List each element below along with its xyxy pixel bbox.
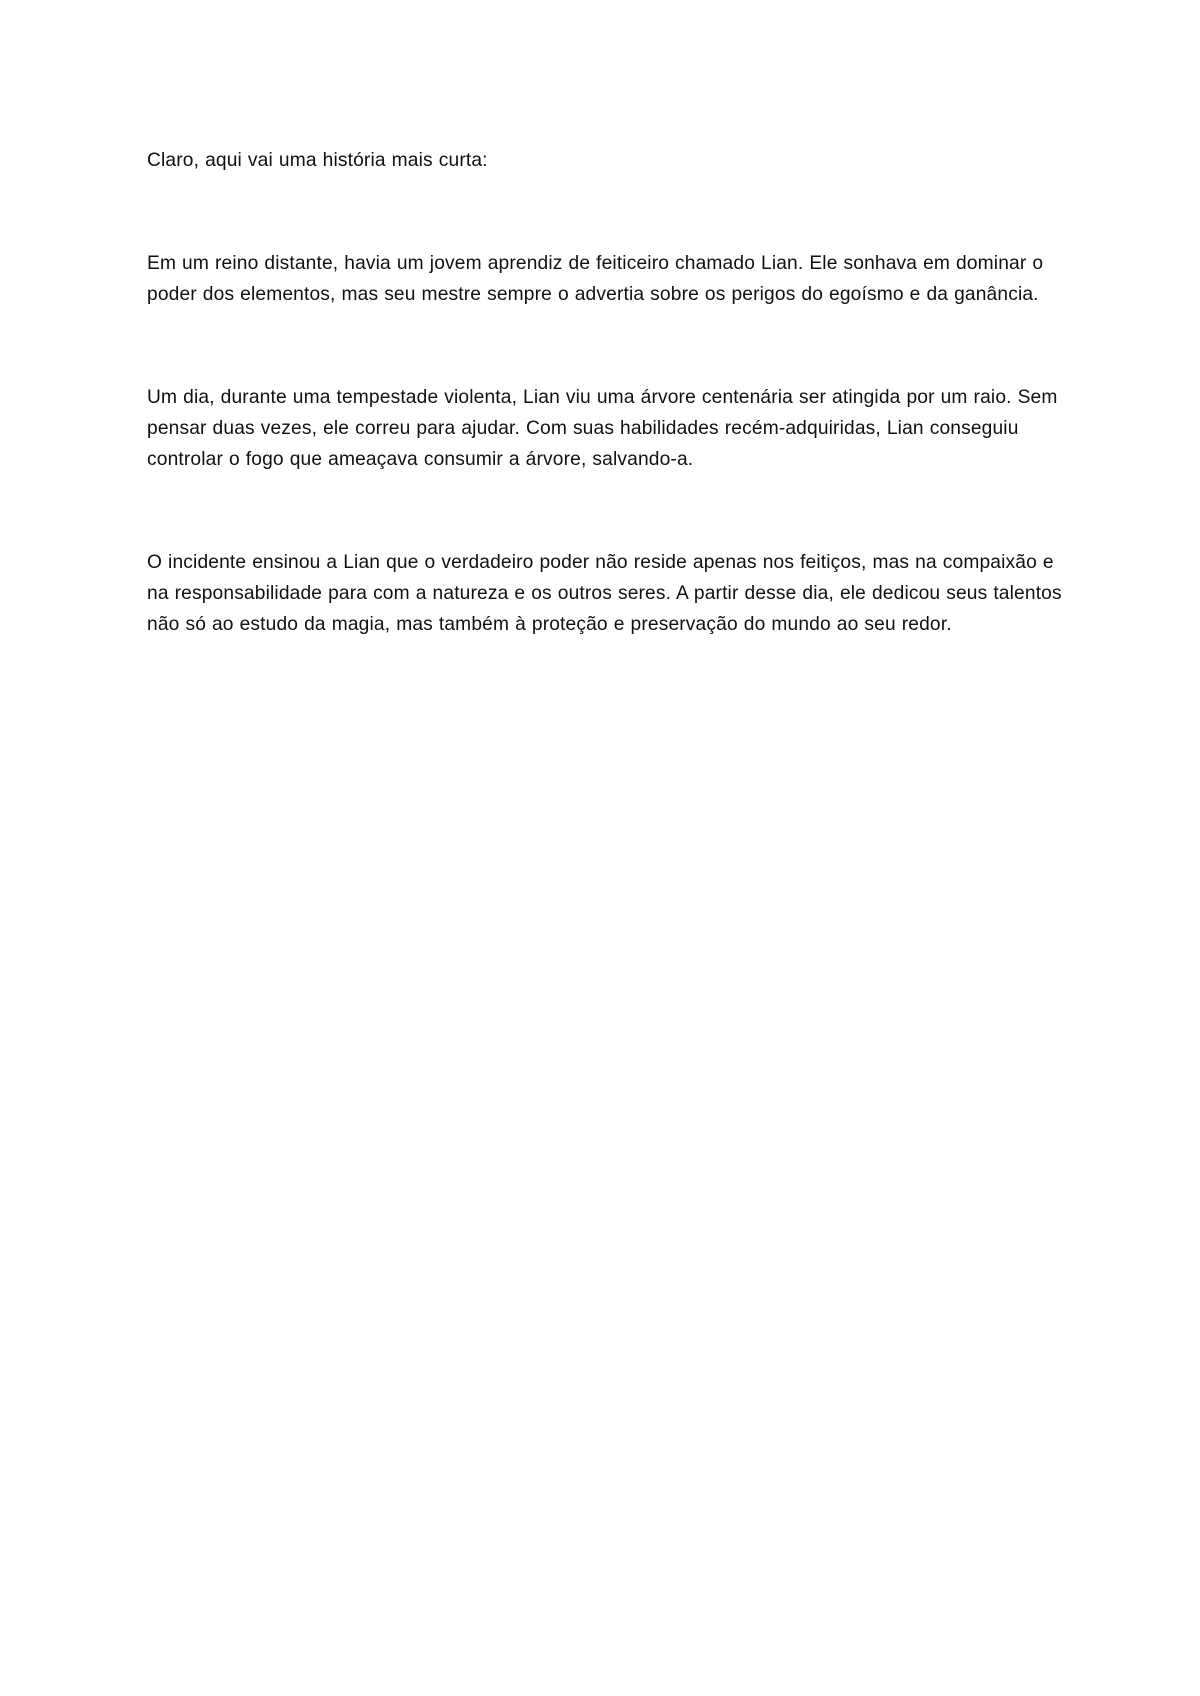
- paragraph-1: Em um reino distante, havia um jovem aprendiz de feiticeiro chamado Lian. Ele sonhava em dominar o poder dos elementos, mas seu mestre sempre o advertia sobre os perigos do egoísmo e da ganância.: [147, 253, 1044, 305]
- paragraph-3: O incidente ensinou a Lian que o verdadeiro poder não reside apenas nos feitiços, mas na compaixão e na responsabilidade para com a natureza e os outros seres. A partir desse dia, ele dedicou seus talentos não só ao estudo da magia, mas também à proteção e preservação do mundo ao seu redor.: [147, 552, 1062, 635]
- document-body: [147, 145, 1077, 640]
- intro-line: Claro, aqui vai uma história mais curta:: [147, 150, 488, 171]
- paragraph-2: Um dia, durante uma tempestade violenta, Lian viu uma árvore centenária ser atingida por um raio. Sem pensar duas vezes, ele correu para ajudar. Com suas habilidades recém-adquiridas, Lian conseguiu controlar o fogo que ameaçava consumir a árvore, salvando-a.: [147, 387, 1058, 470]
